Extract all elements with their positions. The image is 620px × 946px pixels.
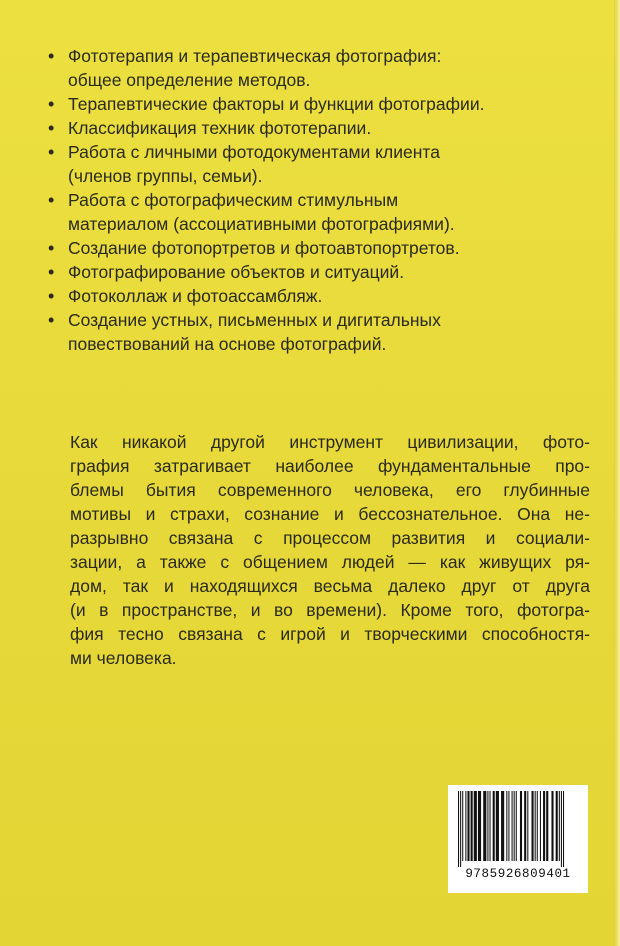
barcode-bar: [527, 791, 528, 861]
barcode-bar: [483, 791, 486, 861]
barcode-bar: [490, 791, 491, 861]
topic-text-line: Создание фотопортретов и фотоавтопортретов.: [68, 238, 460, 258]
barcode-bar: [462, 791, 463, 861]
paragraph-line: блемы бытия современного человека, его глубинные: [70, 480, 590, 500]
paragraph-line: разрывно связана с процессом развития и социали-: [70, 528, 590, 548]
barcode-bar: [520, 791, 522, 861]
barcode-bar: [556, 791, 558, 861]
topic-text-line: Работа с фотографическим стимульным: [68, 190, 399, 210]
barcode-bar: [501, 791, 504, 861]
barcode-bars: [456, 791, 580, 867]
barcode-bar: [478, 791, 481, 861]
barcode-bar: [543, 791, 545, 861]
paragraph-line: графия затрагивает наиболее фундаментальные про-: [70, 456, 590, 476]
topic-item: [46, 308, 586, 356]
topic-item: [46, 236, 586, 260]
paragraph-line: зации, а также с общением людей — как живущих ря-: [70, 552, 590, 572]
bullet-icon: •: [48, 46, 55, 66]
bullet-icon: •: [48, 118, 55, 138]
topic-text-line: общее определение методов.: [68, 70, 311, 90]
paragraph-line: фия тесно связана с игрой и творческими способностя-: [70, 624, 590, 644]
barcode-bar: [487, 791, 488, 861]
barcode-bar: [465, 791, 466, 861]
topic-text-line: Классификация техник фототерапии.: [68, 118, 372, 138]
paragraph-line: дом, так и находящихся весьма далеко друг от друга: [70, 576, 590, 596]
bullet-icon: •: [48, 262, 55, 282]
topic-text-line: (членов группы, семьи).: [68, 166, 263, 186]
topic-text-line: повествований на основе фотографий.: [68, 334, 387, 354]
topic-item: [46, 44, 586, 92]
barcode-bar: [512, 791, 513, 861]
barcode-bar: [532, 791, 534, 861]
paragraph-line: Как никакой другой инструмент цивилизации, фото-: [70, 432, 590, 452]
bullet-icon: •: [48, 238, 55, 258]
topic-text-line: Терапевтические факторы и функции фотографии.: [68, 94, 485, 114]
barcode-bar: [561, 791, 562, 867]
topic-text-line: материалом (ассоциативными фотографиями).: [68, 214, 455, 234]
barcode-bar: [460, 791, 461, 867]
barcode-bar: [524, 791, 526, 861]
barcode-bar: [559, 791, 560, 861]
barcode-bar: [535, 791, 536, 861]
topic-item: [46, 260, 586, 284]
bullet-icon: •: [48, 310, 55, 330]
paragraph-line: (и в пространстве, и во времени). Кроме того, фотогра-: [70, 600, 590, 620]
topic-text-line: Фототерапия и терапевтическая фотография:: [68, 46, 442, 66]
description-paragraph: [70, 430, 590, 670]
topic-item: [46, 116, 586, 140]
topics-list: [46, 44, 586, 356]
barcode: [448, 785, 588, 893]
barcode-bar: [540, 791, 541, 861]
barcode-bar: [496, 791, 499, 861]
bullet-icon: •: [48, 190, 55, 210]
bullet-icon: •: [48, 94, 55, 114]
topic-text-line: Работа с личными фотодокументами клиента: [68, 142, 440, 162]
barcode-bar: [471, 791, 473, 861]
isbn-number: 9785926809401: [465, 867, 571, 881]
paragraph-line: ми человека.: [70, 648, 177, 668]
barcode-bar: [551, 791, 553, 861]
barcode-bar: [563, 791, 564, 867]
barcode-bar: [546, 791, 548, 861]
paragraph-line: мотивы и страхи, сознание и бессознательное. Она не-: [70, 504, 590, 524]
barcode-bar: [467, 791, 469, 861]
topic-text-line: Фотографирование объектов и ситуаций.: [68, 262, 405, 282]
barcode-bar: [493, 791, 495, 861]
topic-item: [46, 284, 586, 308]
barcode-bar: [516, 791, 517, 861]
topic-text-line: Создание устных, письменных и дигитальных: [68, 310, 441, 330]
topic-item: [46, 140, 586, 188]
page-edge: [614, 0, 620, 946]
topic-item: [46, 188, 586, 236]
barcode-bar: [506, 791, 507, 861]
bullet-icon: •: [48, 142, 55, 162]
barcode-bar: [458, 791, 459, 867]
bullet-icon: •: [48, 286, 55, 306]
barcode-bar: [537, 791, 538, 861]
barcode-bar: [508, 791, 509, 861]
topic-text-line: Фотоколлаж и фотоассамбляж.: [68, 286, 323, 306]
barcode-bar: [514, 791, 515, 861]
barcode-bar: [474, 791, 477, 861]
topic-item: [46, 92, 586, 116]
